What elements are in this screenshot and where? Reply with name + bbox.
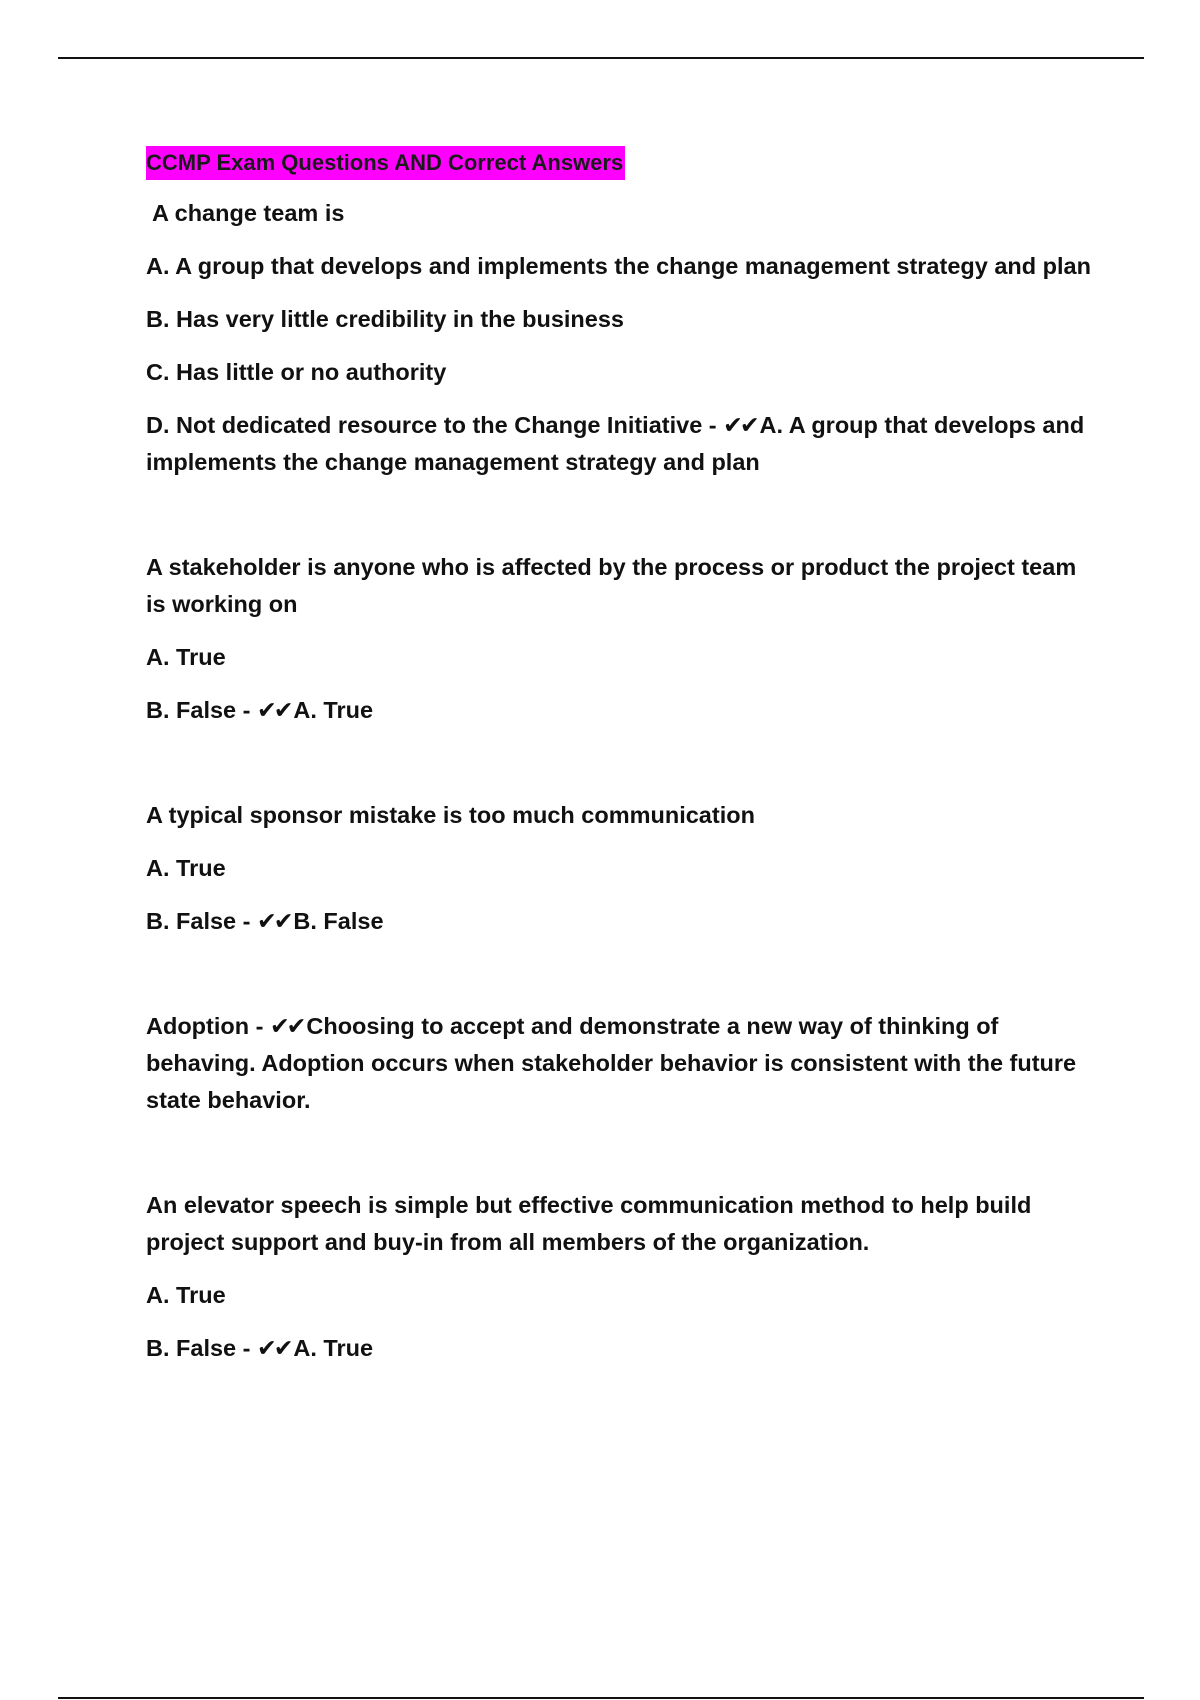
q1-option-a: A. A group that develops and implements the change management strategy and plan — [146, 253, 1091, 279]
q2-option-b-with-answer — [146, 692, 1096, 729]
double-check-icon: ✔✔ — [257, 696, 291, 724]
bottom-rule — [58, 1697, 1144, 1699]
q1-answer: A. A group that develops and implements the change management strategy and plan — [146, 412, 1085, 475]
double-check-icon: ✔✔ — [257, 907, 291, 935]
q3-answer: B. False — [293, 908, 384, 934]
document-body — [146, 146, 1096, 1383]
question-1: A change team is — [152, 200, 345, 226]
q3-option-b: B. False - — [146, 908, 258, 934]
q2-option-b: B. False - — [146, 697, 258, 723]
q2-option-a: A. True — [146, 644, 226, 670]
q2-answer: A. True — [293, 697, 374, 723]
spacer — [146, 497, 1096, 549]
question-5: An elevator speech is simple but effective communication method to help build project support and buy-in from all members of the organization. — [146, 1192, 1032, 1255]
spacer — [146, 956, 1096, 1008]
double-check-icon: ✔✔ — [257, 1334, 291, 1362]
q5-option-a: A. True — [146, 1282, 226, 1308]
double-check-icon: ✔✔ — [723, 411, 757, 439]
adoption-definition: Choosing to accept and demonstrate a new way of thinking of behaving. Adoption occurs when stakeholder behavior is consistent with the future state behavior. — [146, 1013, 1077, 1113]
q3-option-b-with-answer — [146, 903, 1096, 940]
spacer — [146, 1135, 1096, 1187]
q1-option-b: B. Has very little credibility in the business — [146, 306, 624, 332]
q5-answer: A. True — [293, 1335, 374, 1361]
q3-option-a: A. True — [146, 855, 226, 881]
definition-adoption — [146, 1008, 1096, 1119]
top-rule — [58, 57, 1144, 59]
adoption-term: Adoption - — [146, 1013, 270, 1039]
q1-option-c: C. Has little or no authority — [146, 359, 447, 385]
q5-option-b: B. False - — [146, 1335, 258, 1361]
question-2: A stakeholder is anyone who is affected by the process or product the project team is working on — [146, 554, 1077, 617]
question-3: A typical sponsor mistake is too much communication — [146, 802, 755, 828]
q1-option-d-with-answer — [146, 407, 1096, 481]
double-check-icon: ✔✔ — [269, 1012, 304, 1040]
q1-option-d: D. Not dedicated resource to the Change Initiative - — [146, 412, 724, 438]
spacer — [146, 745, 1096, 797]
q5-option-b-with-answer — [146, 1330, 1096, 1367]
document-title: CCMP Exam Questions AND Correct Answers — [146, 146, 625, 180]
